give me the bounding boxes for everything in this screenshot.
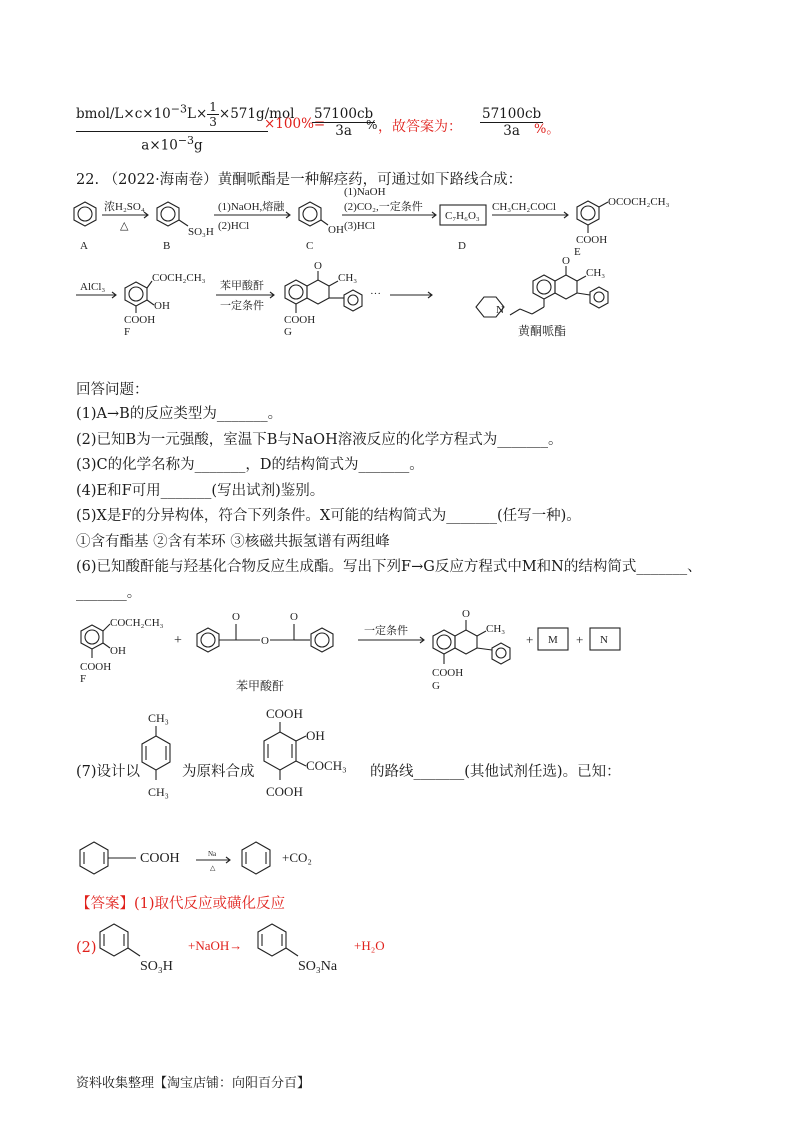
c-group: OH [328,224,344,236]
q7-known-reaction [70,832,350,882]
e-group1: OCOCH₂CH₃ [608,196,670,208]
s2-plus1: + [174,633,182,648]
sub-question-1: (1)A→B的反应类型为_______。 [76,406,283,422]
page-footer: 资料收集整理【淘宝店铺：向阳百分百】 [76,1076,311,1091]
answer-tag: 【答案】 [76,896,134,912]
s2-plus2: + [526,632,534,647]
product-name: 黄酮哌酯 [518,324,567,338]
s2-g-o: O [462,608,470,620]
q7-target [250,704,370,816]
answer-1-text: (1)取代反应或磺化反应 [134,896,286,912]
benzene-a [74,202,96,226]
formula-num-right: ×571g/mol [218,106,295,122]
answers-prompt: 回答问题： [76,382,149,398]
benzene-f [125,281,154,313]
label-a: A [80,240,88,252]
a2-group2: SO₃Na [298,959,338,974]
q7-tgt-cooh-bot: COOH [266,784,303,799]
s2-g-cooh: COOH [432,667,464,679]
q7-tgt-coch3: COCH₃ [306,758,347,773]
f-group1: COCH₂CH₃ [152,272,206,284]
a2-mid: +NaOH→ [188,938,243,953]
arrow3-line2: (2)CO₂,一定条件 [344,201,423,213]
arrow5-top: AlCl₃ [80,281,106,293]
prod-n: N [496,304,504,316]
g-cooh: COOH [284,314,316,326]
question-stem: 黄酮哌酯是一种解痉药，可通过如下路线合成： [217,172,523,188]
g-ch3: CH₃ [338,272,358,284]
known-cooh: COOH [140,851,180,866]
s2-plus3: + [576,632,584,647]
arrow2-top: (1)NaOH,熔融 [218,201,285,213]
sub-question-2: (2)已知B为一元强酸，室温下B与NaOH溶液反应的化学方程式为_______。 [76,432,563,448]
q7-suffix: 的路线_______(其他试剂任选)。已知： [370,764,621,780]
g-o: O [314,260,322,272]
q7-tgt-cooh-top: COOH [266,706,303,721]
s2-f-label: F [80,673,87,685]
f-group3: COOH [124,314,156,326]
arrow1-top: 浓H₂SO₄ [104,201,145,213]
formula-percent: % [366,118,378,132]
b-group: SO₃H [188,226,214,238]
label-e: E [574,246,581,258]
label-f: F [124,326,131,338]
scheme-dots: ··· [370,288,381,300]
s2-f-group2: OH [110,645,126,657]
answer-2-label: (2) [76,940,97,956]
label-d: D [458,240,466,252]
formula-answer-suffix: %。 [534,122,560,137]
prod-ch3: CH₃ [586,267,606,279]
s2-arrow-label: 一定条件 [364,625,408,637]
sub-question-6: (6)已知酸酐能与羟基化合物反应生成酯。写出下列F→G反应方程式中M和N的结构简式_______、 [76,559,702,575]
arrow6-bot: 一定条件 [220,300,264,312]
sub-question-3: (3)C的化学名称为_______，D的结构简式为_______。 [76,457,424,473]
arrow1-bot: △ [120,220,129,232]
answer-1 [76,892,285,913]
formula-times100: ×100%= [264,116,326,132]
benzene-e [577,201,608,233]
label-c: C [306,240,314,252]
s2-f-group1: COCH₂CH₃ [110,617,164,629]
q7-tgt-oh: OH [306,728,325,743]
q7-starting-material [136,706,186,806]
formula-result: $\frac{57100cb}{3a}$ [314,106,374,139]
answer-2-equation [96,918,416,978]
arrow4-top: CH₃CH₂COCl [492,201,556,213]
known-product: +CO₂ [282,850,312,865]
arrow3-line1: (1)NaOH [344,186,386,198]
question-number: 22. [76,172,100,188]
known-arrow-bot: △ [210,864,216,872]
synthesis-scheme [60,185,760,365]
s2-anh-o2: O [261,635,269,647]
s2-anh-o1: O [232,611,240,623]
sub-question-5: (5)X是F的分异构体，符合下列条件。X可能的结构简式为_______(任写一种)。 [76,508,581,524]
formula-third: $\frac{1}{3}$ [209,100,217,129]
q7-mid: 为原料合成 [182,764,255,780]
prod-o: O [562,255,570,267]
formula-answer: $\frac{57100cb}{3a}$ [482,106,542,139]
s2-g-label: G [432,680,440,692]
sub-question-5-conditions: ①含有酯基 ②含有苯环 ③核磁共振氢谱有两组峰 [76,534,390,550]
question-source: （2022·海南卷） [103,172,218,188]
s2-n-box: N [600,634,608,646]
formula-num-mid: L× [186,106,208,122]
reaction-f-to-g [60,600,700,700]
sub-question-6-cont: _______。 [76,585,142,601]
a2-group1: SO₃H [140,959,173,974]
formula-den: a×10 [141,137,178,154]
arrow2-bot: (2)HCl [218,220,250,232]
f-group2: OH [154,300,170,312]
q7-sm-ch3-top: CH₃ [148,711,169,725]
formula-answer-prefix: ，故答案为： [378,119,462,135]
s2-g-ch3: CH₃ [486,623,506,635]
s2-f-group3: COOH [80,661,112,673]
arrow3-line3: (3)HCl [344,220,376,232]
benzene-c [299,202,328,226]
sub-question-4: (4)E和F可用_______(写出试剂)鉴别。 [76,483,325,499]
formula-fraction-main: bmol/$L\times c\times 10^{-3}L\times$ $\frac{1}{3}$ ×571g/mol $a\times 10^{-3}g$ [76,100,295,154]
a2-end: +H₂O [354,938,385,953]
s2-anh-o3: O [290,611,298,623]
s2-m-box: M [548,634,558,646]
label-b: B [163,240,171,252]
s2-anh-name: 苯甲酸酐 [236,679,285,693]
label-g: G [284,326,292,338]
known-arrow-top: Na [208,850,217,858]
d-formula: C₇H₆O₃ [445,210,480,222]
e-group2: COOH [576,234,608,246]
q7-sm-ch3-bot: CH₃ [148,785,169,799]
benzene-b [157,202,188,226]
q7-prefix: (7)设计以 [76,764,141,780]
formula-num-left: bmol/L×c×10 [76,106,171,122]
arrow6-top: 苯甲酸酐 [220,280,264,292]
formula-num-exp: −3 [170,102,187,116]
top-formula [76,100,776,152]
